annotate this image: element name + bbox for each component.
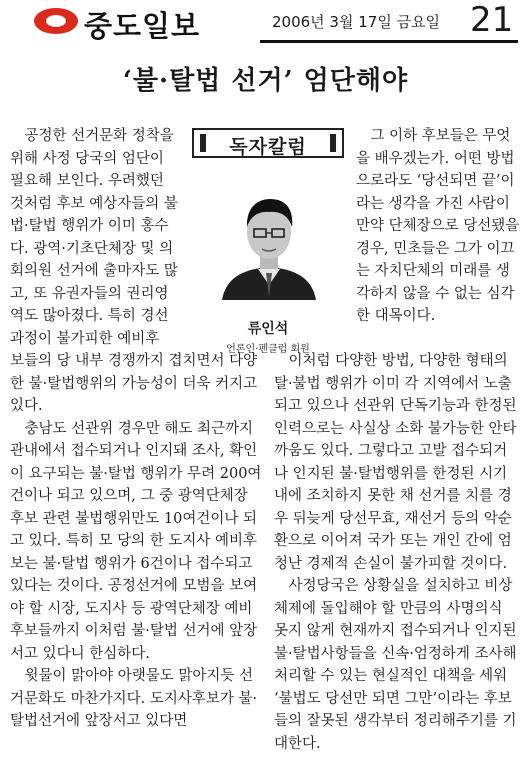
masthead	[0, 0, 531, 44]
article-column-right	[356, 125, 520, 328]
paragraph: 그 이하 후보들은 무엇을 배우겠는가. 어떤 방법으로라도 ‘당선되면 끝’이라는 생각을 가진 사람이 만약 단체장으로 당선됐을 경우, 민초들은 그가 이끄는 자치단체의 미래를 생각하지 않을 수 없는 심각한 대목이다.	[356, 128, 520, 324]
paragraph: 이처럼 다양한 방법, 다양한 형태의 탈·불법 행위가 이미 각 지역에서 노출되고 있으나 선관위 단독기능과 한정된 인력으로는 사실상 소화 불가능한 안타까움도 있다. 그렇다고 고발 접수되거나 인지된 불·탈법행위를 한정된 시기 내에 조치하지 못한 채 선거를 치를 경우 뒤늦게 당선무효, 재선거 등의 악순환으로 이어져 국가 또는 개인 간에 엄청난 경제적 손실이 불가피할 것이다.	[274, 353, 517, 572]
column-badge-label: 독자칼럼	[229, 136, 307, 158]
author-name: 류인석	[247, 321, 289, 337]
paragraph: 공정한 선거문화 정착을 위해 사정 당국의 엄단이 필요해 보인다. 우려했던 것처럼 후보 예상자들의 불법·탈법 행위가 이미 홍수다. 광역·기초단체장 및 의회의원 선거에 출마자도 많고, 또 유권자들의 권리영역도 많아졌다. 특히 경선과정이 불가피한 예비후	[10, 128, 178, 347]
newspaper-logo-icon	[34, 8, 78, 34]
badge-bar-icon	[330, 134, 336, 152]
article-lower-left	[10, 350, 262, 733]
article-lower-right	[274, 350, 520, 755]
paragraph: 사정당국은 상황실을 설치하고 비상체제에 돌입해야 할 만큼의 사명의식 못지 않게 현재까지 접수되거나 인지된 불·탈법사항들을 신속·엄정하게 조사해 처리할 수 있는 현실적인 대책을 세워 ‘불법도 당선만 되면 그만’이라는 후보들의 잘못된 생각부터 정리해주기를 기대한다.	[274, 578, 517, 752]
article-column-left	[10, 125, 178, 350]
paragraph: 윗물이 맑아야 아랫물도 맑아지듯 선거문화도 마찬가지다. 도지사후보가 불·탈법선거에 앞장서고 있다면	[10, 668, 258, 729]
publication-date: 2006년 3월 17일 금요일	[272, 13, 441, 31]
newspaper-name: 중도일보	[84, 9, 201, 43]
masthead-rule	[260, 40, 518, 43]
author-photo	[214, 185, 324, 300]
column-badge	[192, 128, 344, 158]
page-number: 21	[470, 0, 514, 40]
article-headline: ‘불·탈법 선거’ 엄단해야	[122, 66, 409, 96]
paragraph: 보들의 당 내부 경쟁까지 겹치면서 다양한 불·탈법행위의 가능성이 더욱 커지고 있다.	[10, 353, 258, 414]
paragraph: 충남도 선관위 경우만 해도 최근까지 관내에서 접수되거나 인지돼 조사, 확인이 요구되는 불·탈법 행위가 무려 200여건이나 되고 있으며, 그 중 광역단체장 후보 관련 불법행위만도 10여건이나 되고 있다. 특히 모 당의 한 도지사 예비후보는 불·탈법 행위가 6건이나 접수되고 있다는 것이다. 공정선거에 모범을 보여야 할 시장, 도지사 등 광역단체장 예비후보들까지 이처럼 불·탈법 선거에 앞장서고 있다니 한심하다.	[10, 420, 262, 662]
author-title: 언론인·펜클럽 회원	[226, 344, 310, 355]
